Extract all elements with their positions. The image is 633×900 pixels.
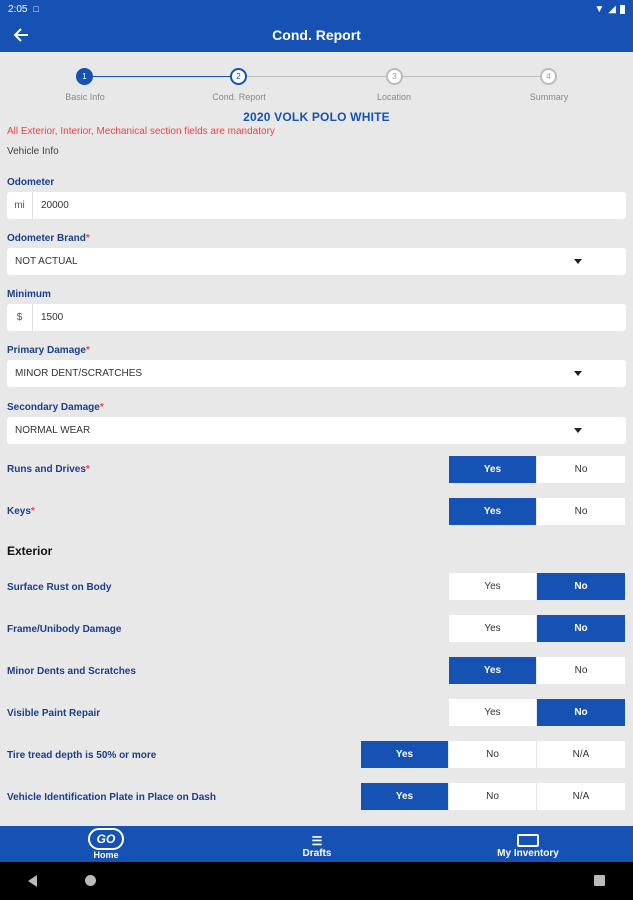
list-icon: ☰ xyxy=(311,834,323,848)
primary-damage-select[interactable] xyxy=(7,360,626,387)
odometer-brand-select[interactable] xyxy=(7,248,626,275)
id-card-icon xyxy=(517,834,539,847)
surface-rust-yes[interactable]: Yes xyxy=(449,573,537,600)
primary-damage-label: Primary Damage* xyxy=(7,345,90,356)
progress-stepper xyxy=(0,66,633,106)
keys-yes[interactable]: Yes xyxy=(449,498,537,525)
caret-down-icon xyxy=(574,428,582,433)
nav-home[interactable] xyxy=(82,826,130,862)
nav-inventory[interactable] xyxy=(490,826,566,862)
frame-damage-no[interactable]: No xyxy=(537,615,625,642)
odometer-brand-label: Odometer Brand* xyxy=(7,233,90,244)
step-4-label: Summary xyxy=(529,92,569,102)
step-3-dot[interactable]: 3 xyxy=(386,68,403,85)
odometer-label: Odometer xyxy=(7,177,55,188)
tire-tread-toggle[interactable] xyxy=(361,741,625,768)
step-connector xyxy=(403,76,540,77)
sim-icon: □ xyxy=(33,4,39,14)
caret-down-icon xyxy=(574,259,582,264)
step-connector xyxy=(93,76,230,77)
nav-home-label: Home xyxy=(93,851,119,859)
step-1-label: Basic Info xyxy=(65,92,105,102)
tire-tread-na[interactable]: N/A xyxy=(537,741,625,768)
system-nav-bar xyxy=(0,862,633,900)
tire-tread-no[interactable]: No xyxy=(449,741,537,768)
vin-plate-no[interactable]: No xyxy=(449,783,537,810)
minor-dents-yes[interactable]: Yes xyxy=(449,657,537,684)
system-recents-icon[interactable] xyxy=(594,875,605,886)
surface-rust-label: Surface Rust on Body xyxy=(7,582,112,593)
odometer-unit: mi xyxy=(7,192,33,219)
frame-damage-yes[interactable]: Yes xyxy=(449,615,537,642)
frame-damage-label: Frame/Unibody Damage xyxy=(7,624,122,635)
minor-dents-label: Minor Dents and Scratches xyxy=(7,666,136,677)
vin-plate-label: Vehicle Identification Plate in Place on Dash xyxy=(7,792,216,803)
odometer-value: 20000 xyxy=(41,200,69,211)
system-home-icon[interactable] xyxy=(85,875,96,886)
app-bar xyxy=(0,18,633,52)
step-1-dot[interactable]: 1 xyxy=(76,68,93,85)
vin-plate-toggle[interactable] xyxy=(361,783,625,810)
odometer-input[interactable] xyxy=(7,192,626,219)
minor-dents-toggle[interactable] xyxy=(449,657,625,684)
vin-plate-yes[interactable]: Yes xyxy=(361,783,449,810)
keys-no[interactable]: No xyxy=(537,498,625,525)
runs-drives-yes[interactable]: Yes xyxy=(449,456,537,483)
runs-drives-toggle[interactable] xyxy=(449,456,625,483)
tire-tread-label: Tire tread depth is 50% or more xyxy=(7,750,157,761)
primary-damage-value: MINOR DENT/SCRATCHES xyxy=(15,368,143,379)
secondary-damage-select[interactable] xyxy=(7,417,626,444)
step-4-dot[interactable]: 4 xyxy=(540,68,557,85)
odometer-brand-value: NOT ACTUAL xyxy=(15,256,78,267)
mandatory-note: All Exterior, Interior, Mechanical section fields are mandatory xyxy=(7,126,275,137)
step-2-label: Cond. Report xyxy=(212,92,266,102)
nav-drafts[interactable] xyxy=(292,826,342,862)
wifi-icon: ▼ xyxy=(594,3,605,15)
go-logo-icon: GO xyxy=(88,828,124,850)
minimum-label: Minimum xyxy=(7,289,51,300)
paint-repair-toggle[interactable] xyxy=(449,699,625,726)
minor-dents-no[interactable]: No xyxy=(537,657,625,684)
exterior-heading: Exterior xyxy=(7,544,53,558)
status-bar xyxy=(0,0,633,18)
bottom-nav xyxy=(0,826,633,862)
form-content[interactable] xyxy=(0,52,633,826)
battery-icon xyxy=(620,5,625,14)
caret-down-icon xyxy=(574,371,582,376)
vehicle-title: 2020 VOLK POLO WHITE xyxy=(243,110,390,124)
signal-icon: ◢ xyxy=(608,3,616,15)
runs-drives-label: Runs and Drives* xyxy=(7,464,90,475)
runs-drives-no[interactable]: No xyxy=(537,456,625,483)
nav-inventory-label: My Inventory xyxy=(497,848,559,859)
vin-plate-na[interactable]: N/A xyxy=(537,783,625,810)
keys-toggle[interactable] xyxy=(449,498,625,525)
paint-repair-label: Visible Paint Repair xyxy=(7,708,101,719)
step-2-dot[interactable]: 2 xyxy=(230,68,247,85)
step-connector xyxy=(247,76,386,77)
page-title: Cond. Report xyxy=(272,27,361,43)
frame-damage-toggle[interactable] xyxy=(449,615,625,642)
vehicle-info-label: Vehicle Info xyxy=(7,146,59,157)
surface-rust-toggle[interactable] xyxy=(449,573,625,600)
step-3-label: Location xyxy=(376,92,412,102)
tire-tread-yes[interactable]: Yes xyxy=(361,741,449,768)
status-time: 2:05 xyxy=(8,3,28,15)
minimum-input[interactable] xyxy=(7,304,626,331)
system-back-icon[interactable] xyxy=(28,875,37,887)
secondary-damage-value: NORMAL WEAR xyxy=(15,425,91,436)
surface-rust-no[interactable]: No xyxy=(537,573,625,600)
nav-drafts-label: Drafts xyxy=(302,848,332,859)
paint-repair-yes[interactable]: Yes xyxy=(449,699,537,726)
minimum-value: 1500 xyxy=(41,312,64,323)
arrow-left-icon[interactable] xyxy=(8,22,34,48)
currency-prefix: $ xyxy=(7,304,33,331)
secondary-damage-label: Secondary Damage* xyxy=(7,402,104,413)
keys-label: Keys* xyxy=(7,506,35,517)
paint-repair-no[interactable]: No xyxy=(537,699,625,726)
